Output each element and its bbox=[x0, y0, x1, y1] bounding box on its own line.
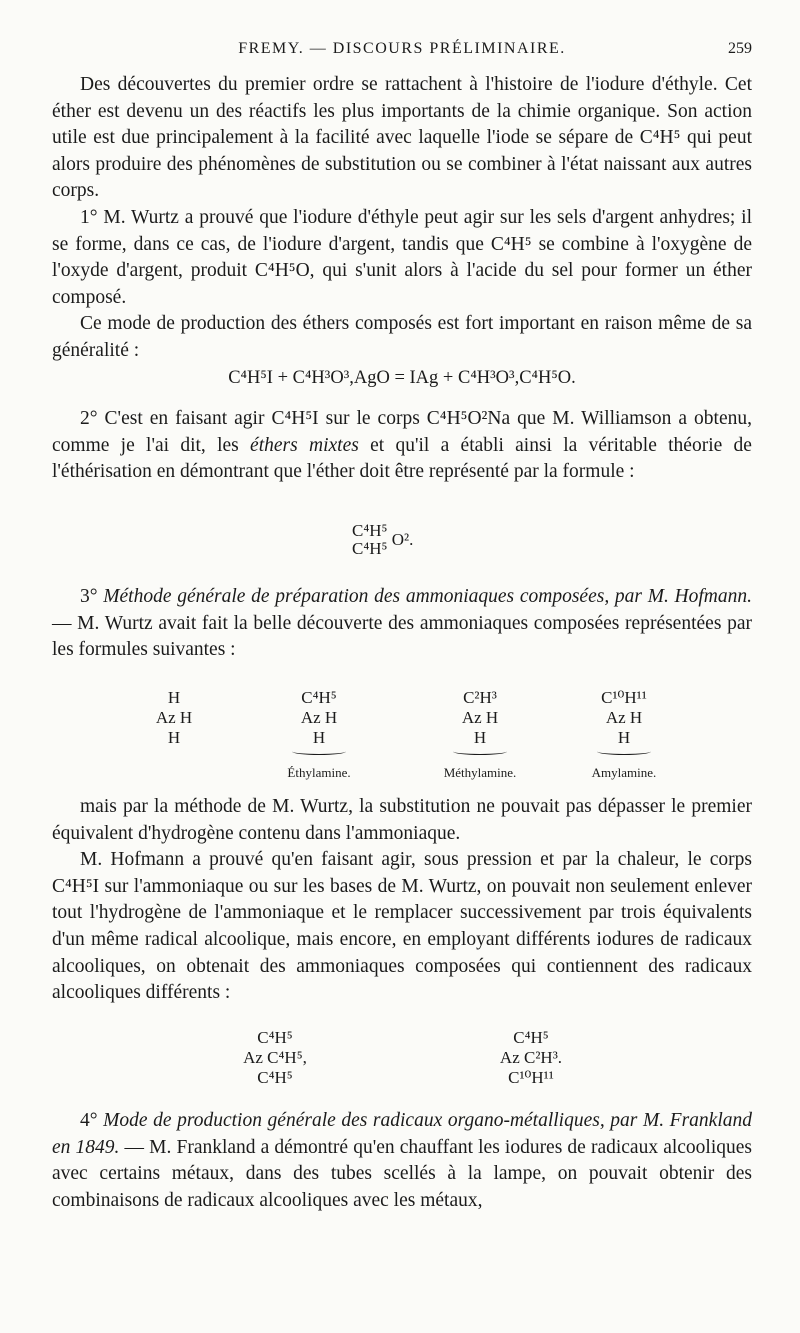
paragraph-3: Ce mode de production des éthers composés est fort important en raison même de sa généralité : bbox=[52, 313, 752, 361]
amine-label: Éthylamine. bbox=[287, 765, 351, 780]
paragraph-hofmann-intro bbox=[52, 584, 752, 664]
amine-label: Méthylamine. bbox=[443, 765, 517, 780]
amine-ammonia bbox=[134, 688, 214, 748]
p8-post: — M. Frankland a démontré qu'en chauffant les iodures de radicaux alcooliques avec certains métaux, dans des tubes scellés à la lampe, on pouvait obtenir des combinaisons de radicaux alcooliques avec les métaux, bbox=[52, 1136, 752, 1211]
p5-emphasis: Méthode générale de préparation des ammoniaques composées, par M. Hofmann. bbox=[103, 586, 752, 607]
p8-num: 4° bbox=[80, 1110, 104, 1131]
tri-amine-2 bbox=[476, 1028, 586, 1088]
amine-bot: H bbox=[167, 728, 181, 747]
amine-ethyl bbox=[274, 688, 364, 783]
p4-post: et qu'il a établi ainsi la véritable théorie de l'éthérisation en démontrant que l'éther doit être représenté par la formule : bbox=[52, 434, 752, 483]
p4-pre: 2° C'est en faisant agir C⁴H⁵I sur le corps C⁴H⁵O²Na que M. Williamson a obtenu, comme je l'ai dit, les bbox=[52, 408, 752, 456]
paragraph-williamson bbox=[52, 406, 752, 486]
paragraph-hofmann bbox=[52, 794, 752, 1007]
amine-bot: H bbox=[617, 728, 631, 747]
amine-top: C¹⁰H¹¹ bbox=[601, 688, 647, 707]
tri-amine-formulas bbox=[52, 1028, 752, 1092]
tri-bot: C⁴H⁵ bbox=[257, 1068, 293, 1087]
running-head: FREMY. — DISCOURS PRÉLIMINAIRE. bbox=[238, 40, 566, 57]
paragraph-8 bbox=[52, 1108, 752, 1214]
amine-mid: Az H bbox=[605, 708, 643, 727]
brace bbox=[453, 748, 507, 755]
tri-bot: C¹⁰H¹¹ bbox=[508, 1068, 554, 1087]
p5-post: — M. Wurtz avait fait la belle découverte des ammoniaques composées représentées par les formules suivantes : bbox=[52, 612, 752, 661]
amine-label: Amylamine. bbox=[591, 765, 657, 780]
amine-amyl bbox=[574, 688, 674, 783]
amine-mid: Az H bbox=[300, 708, 338, 727]
formula-ether-top: C⁴H⁵ bbox=[352, 521, 388, 540]
amine-mid: Az H bbox=[461, 708, 499, 727]
page-number: 259 bbox=[728, 40, 752, 57]
formula-ether bbox=[352, 522, 413, 558]
amine-top: H bbox=[167, 688, 181, 707]
paragraph-7: M. Hofmann a prouvé qu'en faisant agir, sous pression et par la chaleur, le corps C⁴H⁵I sur l'ammoniaque ou sur les bases de M. Wurtz, on pouvait non seulement enlever tout l'hydrogène de l'ammoniaque et le remplacer successivement par trois équivalents d'un même radical alcoolique, mais encore, en employant différents iodures de radicaux alcooliques, on obtenait des ammoniaques composées qui contiennent des radicaux alcooliques différents : bbox=[52, 849, 752, 1004]
paragraph-frankland bbox=[52, 1108, 752, 1214]
p5-num: 3° bbox=[80, 586, 104, 607]
amine-methyl bbox=[430, 688, 530, 783]
tri-mid: Az C⁴H⁵, bbox=[243, 1048, 307, 1067]
amine-bot: H bbox=[312, 728, 326, 747]
paragraph-6: mais par la méthode de M. Wurtz, la substitution ne pouvait pas dépasser le premier équivalent d'hydrogène contenu dans l'ammoniaque. bbox=[52, 796, 752, 844]
amines-formulas bbox=[52, 688, 752, 778]
page-header bbox=[52, 40, 752, 64]
brace bbox=[597, 748, 651, 755]
tri-amine-1 bbox=[220, 1028, 330, 1088]
brace bbox=[292, 748, 346, 755]
paragraph-4 bbox=[52, 406, 752, 486]
amine-top: C⁴H⁵ bbox=[301, 688, 337, 707]
amine-mid: Az H bbox=[155, 708, 193, 727]
tri-top: C⁴H⁵ bbox=[257, 1028, 293, 1047]
paragraph-5 bbox=[52, 584, 752, 664]
tri-top: C⁴H⁵ bbox=[513, 1028, 549, 1047]
p4-emphasis: éthers mixtes bbox=[250, 434, 359, 456]
amine-top: C²H³ bbox=[463, 688, 497, 707]
amine-bot: H bbox=[473, 728, 487, 747]
paragraph-1: Des découvertes du premier ordre se rattachent à l'histoire de l'iodure d'éthyle. Cet éther est devenu un des réactifs les plus importants de la chimie organique. Son action utile est due principalement à la facilité avec laquelle l'iode se sépare de C⁴H⁵ qui peut alors produire des phénomènes de substitution ou se combiner à l'état naissant aux autres corps. bbox=[52, 74, 752, 202]
paragraph-2: 1° M. Wurtz a prouvé que l'iodure d'éthyle peut agir sur les sels d'argent anhydres; il se forme, dans ce cas, de l'iodure d'argent, tandis que C⁴H⁵ se combine à l'oxygène de l'oxyde d'argent, produit C⁴H⁵O, qui s'unit alors à l'acide du sel pour former un éther composé. bbox=[52, 206, 752, 308]
equation-1: C⁴H⁵I + C⁴H³O³,AgO = IAg + C⁴H³O³,C⁴H⁵O. bbox=[228, 368, 576, 388]
p8-emphasis: Mode de production générale des radicaux organo-métalliques, par M. Frankland en 1849. bbox=[52, 1110, 752, 1158]
paragraph-iodure bbox=[52, 72, 752, 365]
tri-mid: Az C²H³. bbox=[499, 1048, 563, 1067]
formula-ether-bottom: C⁴H⁵ bbox=[352, 539, 388, 558]
formula-ether-suffix: O². bbox=[391, 530, 414, 549]
